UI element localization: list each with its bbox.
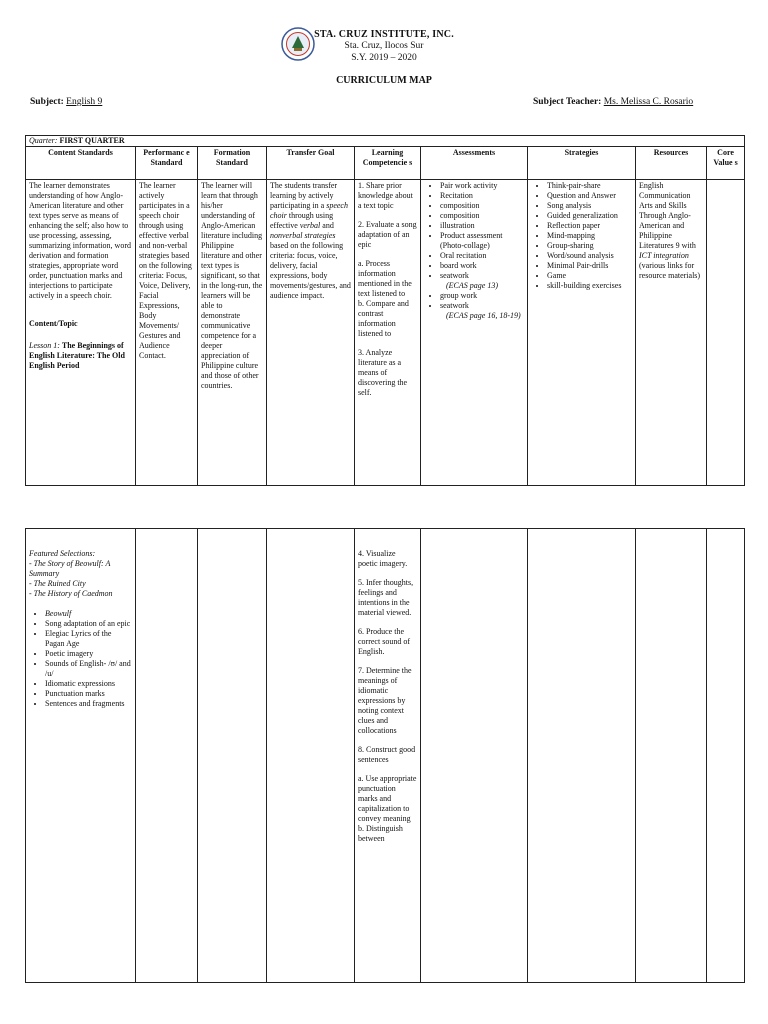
school-address: Sta. Cruz, Ilocos Sur	[344, 41, 424, 51]
topic-item: • Sounds of English- /ʊ/ and /u/	[45, 659, 132, 679]
transfer-goal-cell	[267, 180, 355, 486]
transfer-goal-verbal: verbal	[299, 221, 321, 230]
formation-standard-cell: The learner will learn that through his/her understanding of Anglo-American literature including Philippine literature and other text types is significant, so that in the long-run, the learners will be able to demonstrate communicative competence for a deeper appreciation of Philippine culture and those of other countries.	[198, 180, 267, 486]
empty-cell	[198, 529, 267, 983]
core-values-cell	[707, 180, 745, 486]
competency-item: 4. Visualize poetic imagery.	[358, 549, 408, 568]
competency-item: 8. Construct good sentences	[358, 745, 416, 764]
document-title: CURRICULUM MAP	[336, 75, 432, 86]
teacher-label: Subject Teacher:	[533, 97, 602, 107]
topic-item: • Elegiac Lyrics of the Pagan Age	[45, 629, 132, 649]
resources-cell	[636, 180, 707, 486]
assessments-cell	[421, 180, 528, 486]
quarter-row	[26, 136, 745, 147]
strategy-item: • Mind-mapping	[547, 231, 632, 241]
competencies-cell-continued	[355, 529, 421, 983]
competency-item: 3. Analyze literature as a means of discovering the self.	[358, 348, 408, 397]
topic-item: • Song adaptation of an epic	[45, 619, 132, 629]
subject-label: Subject:	[30, 97, 64, 107]
col-header-transfer-goal: Transfer Goal	[267, 147, 355, 180]
assessment-item: • group work	[440, 291, 524, 301]
col-header-strategies: Strategies	[528, 147, 636, 180]
strategy-item: • Word/sound analysis	[547, 251, 632, 261]
empty-cell	[136, 529, 198, 983]
lesson-title	[29, 341, 132, 371]
selection-item: - The Ruined City	[29, 579, 86, 588]
transfer-goal-text-3: based on the following criteria: focus, voice, delivery, facial expressions, body movements/gestures, and audience impact.	[270, 241, 351, 300]
transfer-goal-nonverbal: nonverbal strategies	[270, 231, 336, 240]
subject-value: English 9	[66, 97, 103, 107]
empty-cell	[528, 529, 636, 983]
transfer-goal-text-2: through using effective	[270, 211, 334, 230]
topic-item: • Idiomatic expressions	[45, 679, 132, 689]
transfer-goal-text-1: The students transfer learning by actively participating in a	[270, 181, 338, 210]
empty-cell	[707, 529, 745, 983]
content-standard-cell	[26, 180, 136, 486]
strategy-item: • Reflection paper	[547, 221, 632, 231]
assessment-item: • Product assessment (Photo-collage)	[440, 231, 524, 251]
assessments-list	[424, 181, 524, 321]
school-year: S.Y. 2019 – 2020	[351, 53, 417, 63]
school-name: STA. CRUZ INSTITUTE, INC.	[314, 29, 454, 40]
strategy-item: • Minimal Pair-drills	[547, 261, 632, 271]
topics-list	[29, 609, 132, 709]
assessment-note: (ECAS page 13)	[446, 281, 498, 290]
assessment-note: (ECAS page 16, 18-19)	[446, 311, 521, 320]
empty-cell	[421, 529, 528, 983]
competency-item: 6. Produce the correct sound of English.	[358, 627, 410, 656]
competency-item: 7. Determine the meanings of idiomatic expressions by noting context clues and collocations	[358, 666, 412, 735]
curriculum-table-second	[25, 528, 745, 983]
competency-item: 2. Evaluate a song adaptation of an epic	[358, 220, 417, 249]
assessment-item: • illustration	[440, 221, 524, 231]
transfer-goal-and: and	[322, 221, 334, 230]
curriculum-table-first	[25, 135, 745, 486]
strategies-list	[531, 181, 632, 291]
competency-item: 1. Share prior knowledge about a text topic	[358, 181, 413, 210]
topic-item: • Beowulf	[45, 609, 132, 619]
topic-item: • Punctuation marks	[45, 689, 132, 699]
quarter-value: FIRST QUARTER	[59, 136, 125, 145]
topic-item: • Poetic imagery	[45, 649, 132, 659]
strategy-item: • Think-pair-share	[547, 181, 632, 191]
competencies-cell	[355, 180, 421, 486]
strategies-cell	[528, 180, 636, 486]
teacher-value: Ms. Melissa C. Rosario	[603, 97, 694, 107]
featured-label: Featured Selections:	[29, 549, 96, 558]
assessment-item: • Pair work activity	[440, 181, 524, 191]
assessment-item: • Oral recitation	[440, 251, 524, 261]
assessment-item: • Recitation	[440, 191, 524, 201]
assessment-item: • composition	[440, 201, 524, 211]
competency-item: a. Process information mentioned in the text listened to b. Compare and contrast information listened to	[358, 259, 412, 338]
transfer-goal-speech-choir: speech choir	[270, 201, 348, 220]
assessment-item: • composition	[440, 211, 524, 221]
featured-selections-cell	[26, 529, 136, 983]
strategy-item: • Guided generalization	[547, 211, 632, 221]
lesson-prefix: Lesson 1:	[29, 341, 60, 350]
resources-text-1: English Communication Arts and Skills Through Anglo-American and Philippine Literatures 9 with	[639, 181, 696, 250]
content-topic-label: Content/Topic	[29, 319, 78, 328]
resources-ict: ICT integration	[639, 251, 689, 260]
assessment-item: • seatwork (ECAS page 16, 18-19)	[440, 301, 524, 321]
col-header-learning-competencies: Learning Competencie s	[355, 147, 421, 180]
content-standard-text: The learner demonstrates understanding of how Anglo-American literature and other text types serve as means of enhancing the self; also how to use processing, assessing, summarizing information, word derivation and formation strategies, appropriate word order, punctuation marks and interjections to participate actively in a speech choir.	[29, 181, 131, 300]
performance-standard-cell: The learner actively participates in a speech choir through using effective verbal and non-verbal strategies based on the following criteria: Focus, Voice, Delivery, Facial Expressions, Body Movements/ Gestures and Audience Contact.	[136, 180, 198, 486]
topic-item: • Sentences and fragments	[45, 699, 132, 709]
selection-item: - The Story of Beowulf: A Summary	[29, 559, 111, 578]
col-header-formation-standard: Formation Standard	[198, 147, 267, 180]
col-header-performance-standard: Performanc e Standard	[136, 147, 198, 180]
strategy-item: • skill-building exercises	[547, 281, 632, 291]
col-header-core-values: Core Value s	[707, 147, 745, 180]
assessment-item: • seatwork (ECAS page 13)	[440, 271, 524, 291]
empty-cell	[636, 529, 707, 983]
col-header-content-standards: Content Standards	[26, 147, 136, 180]
competency-item: a. Use appropriate punctuation marks and capitalization to convey meaning b. Distinguish between	[358, 774, 417, 843]
selection-item: - The History of Caedmon	[29, 589, 113, 598]
assessment-item: • board work	[440, 261, 524, 271]
teacher-line	[533, 97, 693, 107]
strategy-item: • Group-sharing	[547, 241, 632, 251]
strategy-item: • Song analysis	[547, 201, 632, 211]
empty-cell	[267, 529, 355, 983]
lesson-name: The Beginnings of English Literature: The Old English Period	[29, 341, 125, 370]
quarter-label: Quarter:	[29, 136, 58, 145]
col-header-resources: Resources	[636, 147, 707, 180]
strategy-item: • Game	[547, 271, 632, 281]
subject-line	[30, 97, 102, 107]
competency-item: 5. Infer thoughts, feelings and intentions in the material viewed.	[358, 578, 414, 617]
strategy-item: • Question and Answer	[547, 191, 632, 201]
resources-text-2: (various links for resource materials)	[639, 261, 701, 280]
col-header-assessments: Assessments	[421, 147, 528, 180]
